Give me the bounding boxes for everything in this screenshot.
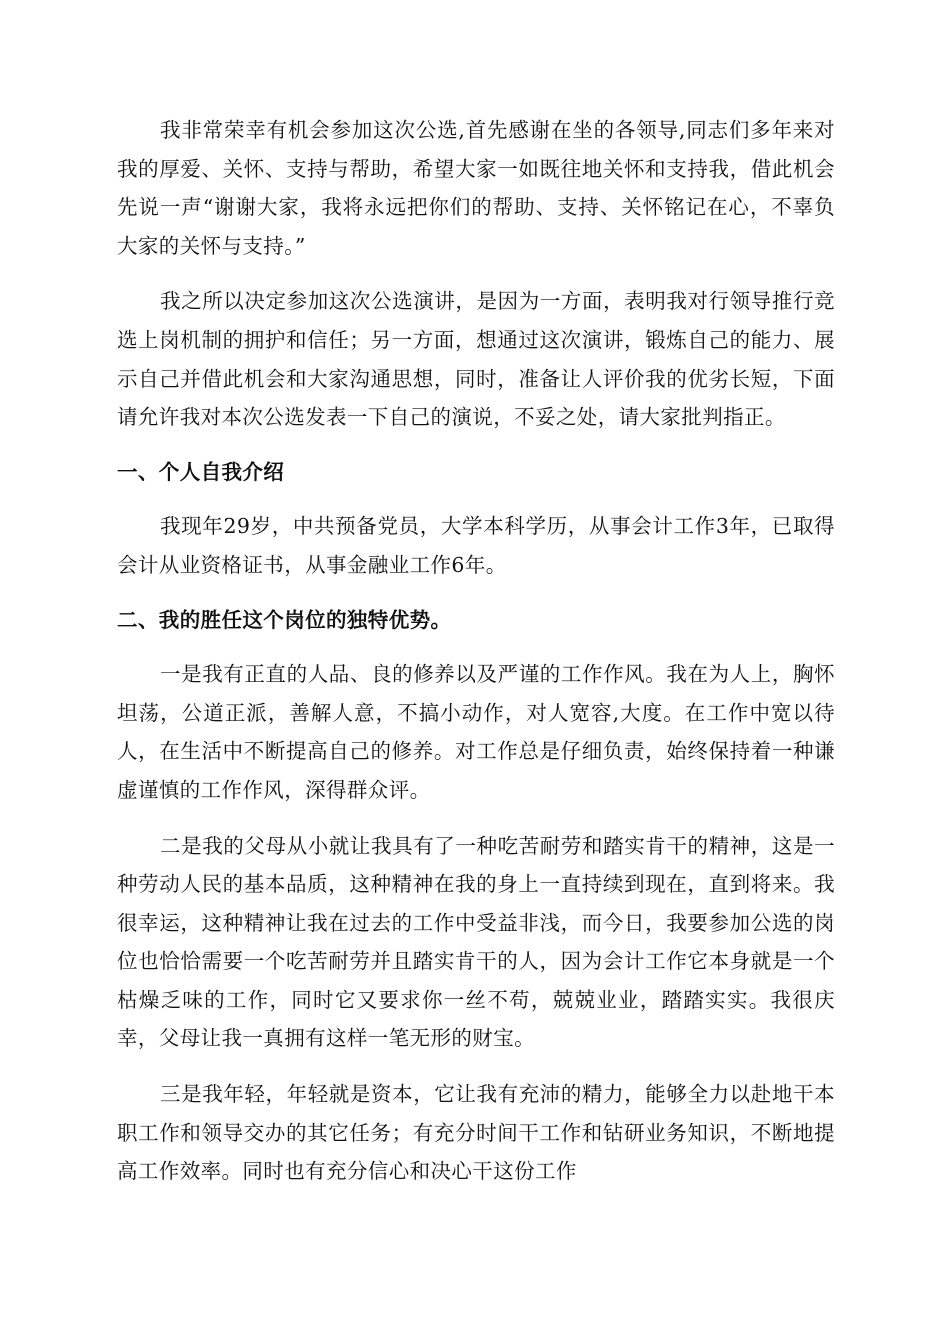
paragraph-motivation: 我之所以决定参加这次公选演讲，是因为一方面，表明我对行领导推行竞选上岗机制的拥护和信任；另一方面，想通过这次演讲，锻炼自己的能力、展示自己并借此机会和大家沟通思想，同时，准备让人评价我的优劣长短，下面请允许我对本次公选发表一下自己的演说，不妥之处，请大家批判指正。 [117, 289, 835, 430]
paragraph-advantage-youth: 三是我年轻，年轻就是资本，它让我有充沛的精力，能够全力以赴地干本职工作和领导交办的其它任务；有充分时间干工作和钻研业务知识，不断地提高工作效率。同时也有充分信心和决心干这份工作 [117, 1082, 835, 1184]
paragraph-advantage-diligence: 二是我的父母从小就让我具有了一种吃苦耐劳和踏实肯干的精神，这是一种劳动人民的基本品质，这种精神在我的身上一直持续到现在，直到将来。我很幸运，这种精神让我在过去的工作中受益非浅，而今日，我要参加公选的岗位也恰恰需要一个吃苦耐劳并且踏实肯干的人，因为会计工作它本身就是一个枯燥乏味的工作，同时它又要求你一丝不苟，兢兢业业，踏踏实实。我很庆幸，父母让我一真拥有这样一笔无形的财宝。 [117, 833, 835, 1051]
paragraph-advantage-character: 一是我有正直的人品、良的修养以及严谨的工作作风。我在为人上，胸怀坦荡，公道正派，善解人意，不搞小动作，对人宽容,大度。在工作中宽以待人，在生活中不断提高自己的修养。对工作总是仔细负责，始终保持着一种谦虚谨慎的工作作风，深得群众评。 [117, 662, 835, 802]
paragraph-self-introduction: 我现年29岁，中共预备党员，大学本科学历，从事会计工作3年，已取得会计从业资格证书，从事金融业工作6年。 [117, 514, 835, 577]
paragraph-opening-thanks: 我非常荣幸有机会参加这次公选,首先感谢在坐的各领导,同志们多年来对我的厚爱、关怀、支持与帮助，希望大家一如既往地关怀和支持我，借此机会先说一声“谢谢大家，我将永远把你们的帮助、支持、关怀铭记在心，不辜负大家的关怀与支持。” [117, 118, 835, 258]
heading-self-introduction: 一、个人自我介绍 [117, 459, 285, 484]
heading-advantages: 二、我的胜任这个岗位的独特优势。 [117, 607, 452, 632]
document-body [117, 111, 835, 1191]
